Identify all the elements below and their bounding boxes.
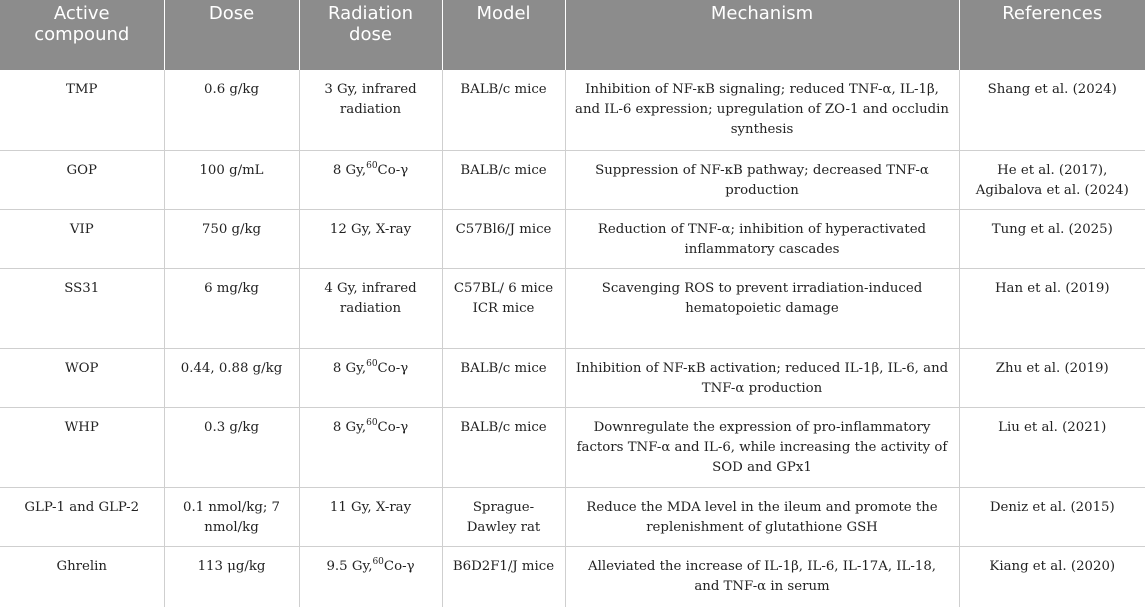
reference-cell: Tung et al. (2025)	[959, 209, 1145, 268]
table-row	[0, 268, 1145, 348]
radiation-dose-cell: 8 Gy,$^{60}$Co-γ	[299, 150, 442, 209]
radiation-dose-cell: 12 Gy, X-ray	[299, 209, 442, 268]
reference-cell: Liu et al. (2021)	[959, 407, 1145, 487]
mechanism-cell: Suppression of NF-κB pathway; decreased TNF-α production	[565, 150, 959, 209]
radiation-dose-cell: 8 Gy,$^{60}$Co-γ	[299, 348, 442, 407]
radiation-dose-cell: 4 Gy, infrared radiation	[299, 268, 442, 348]
reference-cell: Han et al. (2019)	[959, 268, 1145, 348]
reference-cell: Shang et al. (2024)	[959, 70, 1145, 150]
column-header-model: Model	[442, 0, 565, 70]
table-row	[0, 348, 1145, 407]
radiation-dose-cell: 9.5 Gy,$^{60}$Co-γ	[299, 546, 442, 607]
dose-cell: 100 g/mL	[164, 150, 299, 209]
dose-cell: 750 g/kg	[164, 209, 299, 268]
mechanism-cell: Scavenging ROS to prevent irradiation-induced hematopoietic damage	[565, 268, 959, 348]
column-header-mechanism: Mechanism	[565, 0, 959, 70]
compound-cell: WHP	[0, 407, 164, 487]
mechanism-cell: Reduction of TNF-α; inhibition of hyperactivated inflammatory cascades	[565, 209, 959, 268]
dose-cell: 0.1 nmol/kg; 7 nmol/kg	[164, 487, 299, 546]
mechanism-cell: Alleviated the increase of IL-1β, IL-6, IL-17A, IL-18, and TNF-α in serum	[565, 546, 959, 607]
mechanism-cell: Downregulate the expression of pro-inflammatory factors TNF-α and IL-6, while increasing the activity of SOD and GPx1	[565, 407, 959, 487]
compound-cell: TMP	[0, 70, 164, 150]
model-cell: BALB/c mice	[442, 348, 565, 407]
column-header-radiation-dose: Radiation dose	[299, 0, 442, 70]
table-row	[0, 150, 1145, 209]
model-cell: BALB/c mice	[442, 150, 565, 209]
model-cell: C57BL/ 6 mice ICR mice	[442, 268, 565, 348]
compound-cell: Ghrelin	[0, 546, 164, 607]
dose-cell: 6 mg/kg	[164, 268, 299, 348]
compound-cell: SS31	[0, 268, 164, 348]
compound-cell: GOP	[0, 150, 164, 209]
compound-cell: WOP	[0, 348, 164, 407]
model-cell: C57Bl6/J mice	[442, 209, 565, 268]
radiation-dose-cell: 3 Gy, infrared radiation	[299, 70, 442, 150]
radiation-dose-cell: 11 Gy, X-ray	[299, 487, 442, 546]
reference-cell: Kiang et al. (2020)	[989, 558, 1116, 574]
model-cell: BALB/c mice	[442, 407, 565, 487]
mechanism-cell: Inhibition of NF-κB activation; reduced IL-1β, IL-6, and TNF-α production	[565, 348, 959, 407]
mechanism-cell: Reduce the MDA level in the ileum and promote the replenishment of glutathione GSH	[565, 487, 959, 546]
table-row	[0, 209, 1145, 268]
table-row	[0, 487, 1145, 546]
column-header-dose: Dose	[164, 0, 299, 70]
dose-cell: 113 μg/kg	[164, 546, 299, 607]
header-row	[0, 0, 1145, 70]
reference-cell: He et al. (2017), Agibalova et al. (2024)	[959, 150, 1145, 209]
dose-cell: 0.6 g/kg	[164, 70, 299, 150]
mechanism-cell: Inhibition of NF-κB signaling; reduced TNF-α, IL-1β, and IL-6 expression; upregulation of ZO-1 and occludin synthesis	[565, 70, 959, 150]
reference-cell: Deniz et al. (2015)	[959, 487, 1145, 546]
dose-cell: 0.3 g/kg	[164, 407, 299, 487]
table-row	[0, 546, 1145, 607]
column-header-active-compound: Active compound	[0, 0, 164, 70]
compound-cell: GLP-1 and GLP-2	[0, 487, 164, 546]
model-cell: Sprague-Dawley rat	[442, 487, 565, 546]
radiation-dose-cell: 8 Gy,$^{60}$Co-γ	[299, 407, 442, 487]
column-header-references: References	[959, 0, 1145, 70]
model-cell: BALB/c mice	[442, 70, 565, 150]
reference-cell: Zhu et al. (2019)	[959, 348, 1145, 407]
table-row	[0, 70, 1145, 150]
compound-cell: VIP	[0, 209, 164, 268]
dose-cell: 0.44, 0.88 g/kg	[164, 348, 299, 407]
model-cell: B6D2F1/J mice	[442, 546, 565, 607]
table-row	[0, 407, 1145, 487]
